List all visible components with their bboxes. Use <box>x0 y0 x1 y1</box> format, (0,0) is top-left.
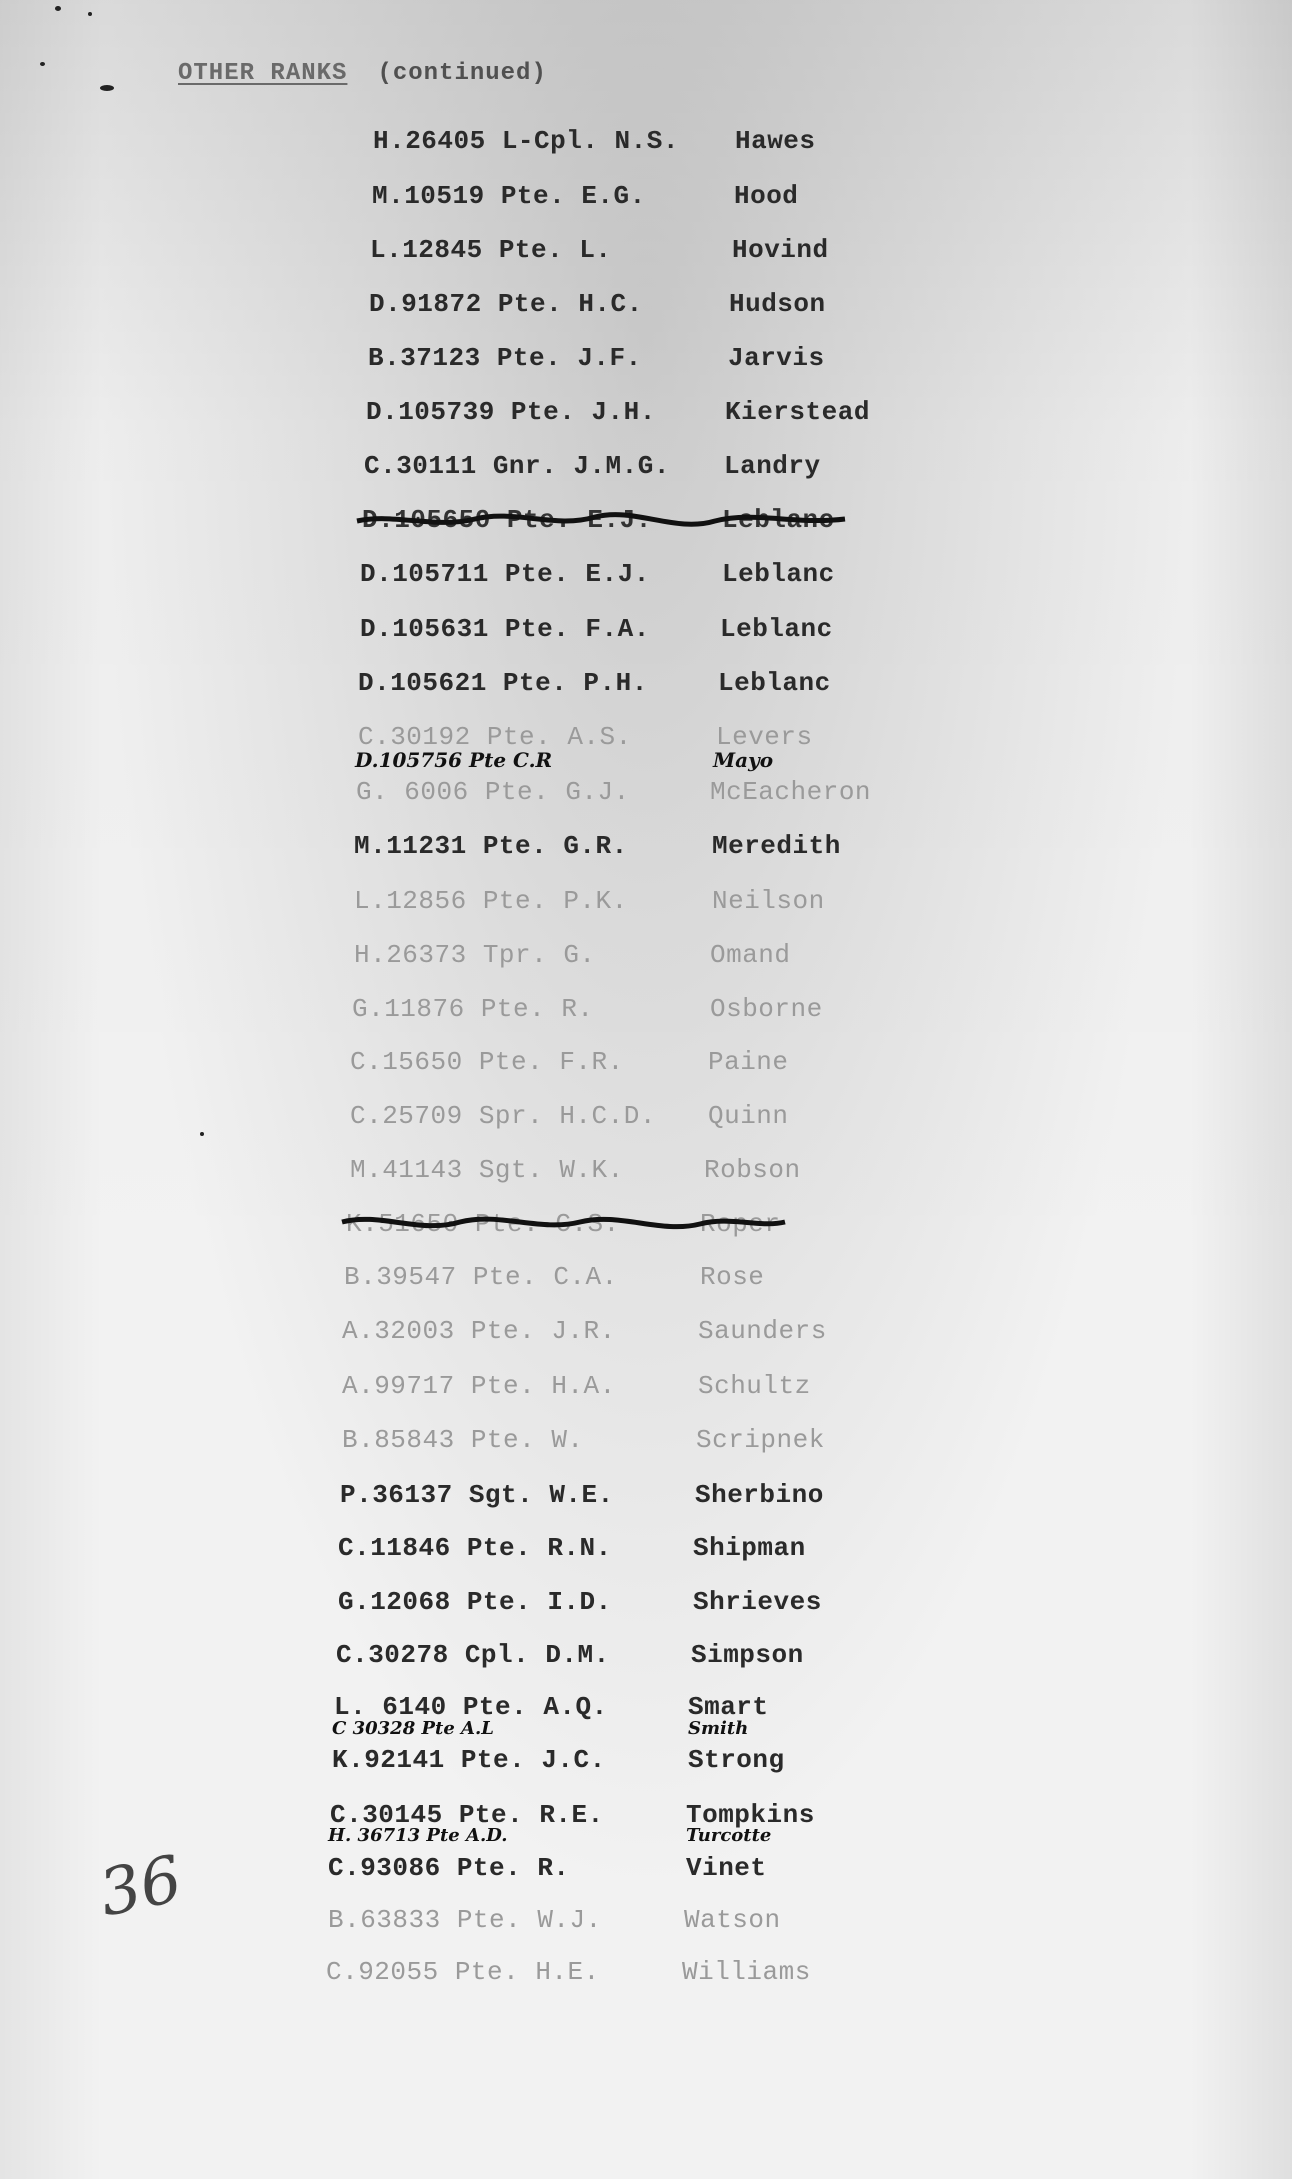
entry-number: L. 6140 Pte. A.Q. <box>334 1692 608 1722</box>
entry-number: C.25709 Spr. H.C.D. <box>350 1101 656 1131</box>
roster-row <box>354 940 791 970</box>
margin-annotation: 36 <box>93 1842 189 1932</box>
entry-name: Hudson <box>729 289 826 319</box>
entry-number: H.26373 Tpr. G. <box>354 940 596 970</box>
entry-number: G. 6006 Pte. G.J. <box>356 777 630 807</box>
entry-name: Shrieves <box>693 1587 822 1617</box>
entry-number: B.39547 Pte. C.A. <box>344 1262 618 1292</box>
entry-number: C.30278 Cpl. D.M. <box>336 1640 610 1670</box>
entry-name: Mayo <box>713 748 774 772</box>
entry-number: A.32003 Pte. J.R. <box>342 1316 616 1346</box>
roster-row <box>332 1745 785 1775</box>
entry-name: Strong <box>688 1745 785 1775</box>
roster-row <box>364 451 821 481</box>
entry-number: D.105739 Pte. J.H. <box>366 397 656 427</box>
roster-row <box>342 1371 811 1401</box>
roster-row <box>344 1262 765 1292</box>
entry-name: Tompkins <box>686 1800 815 1830</box>
roster-row <box>338 1587 822 1617</box>
handwritten-entry <box>328 1825 772 1846</box>
entry-number: B.37123 Pte. J.F. <box>368 343 642 373</box>
entry-number: C.93086 Pte. R. <box>328 1853 570 1883</box>
roster-row <box>328 1853 767 1883</box>
entry-number: A.99717 Pte. H.A. <box>342 1371 616 1401</box>
handwritten-entry <box>332 1718 749 1739</box>
roster-row <box>369 289 826 319</box>
roster-row <box>336 1640 804 1670</box>
entry-name: Sherbino <box>695 1480 824 1510</box>
section-title: OTHER RANKS <box>178 60 348 87</box>
entry-name: Landry <box>724 451 821 481</box>
roster-row <box>342 1425 825 1455</box>
entry-name: Hood <box>734 181 799 211</box>
entry-number: D.105621 Pte. P.H. <box>358 668 648 698</box>
entry-number: D.105711 Pte. E.J. <box>360 559 650 589</box>
entry-name: Watson <box>684 1905 781 1935</box>
entry-number: C.11846 Pte. R.N. <box>338 1533 612 1563</box>
roster-row <box>360 614 833 644</box>
roster-row <box>350 1101 789 1131</box>
section-subtitle: (continued) <box>377 60 547 87</box>
roster-row <box>350 1155 801 1185</box>
entry-name: Kierstead <box>725 397 870 427</box>
roster-row <box>360 559 835 589</box>
entry-number: C.92055 Pte. H.E. <box>326 1957 600 1987</box>
entry-number: L.12845 Pte. L. <box>370 235 612 265</box>
strikethrough-scribble <box>340 1206 790 1246</box>
entry-number: B.85843 Pte. W. <box>342 1425 584 1455</box>
entry-number: M.41143 Sgt. W.K. <box>350 1155 624 1185</box>
entry-number: K.92141 Pte. J.C. <box>332 1745 606 1775</box>
roster-row <box>326 1957 811 1987</box>
entry-name: Shipman <box>693 1533 806 1563</box>
entry-number: P.36137 Sgt. W.E. <box>340 1480 614 1510</box>
entry-number: K.51650 Pte. C.S. <box>346 1209 620 1239</box>
entry-number: D.91872 Pte. H.C. <box>369 289 643 319</box>
entry-number: M.11231 Pte. G.R. <box>354 831 628 861</box>
entry-name: Rose <box>700 1262 765 1292</box>
entry-number: L.12856 Pte. P.K. <box>354 886 628 916</box>
entry-name: Simpson <box>691 1640 804 1670</box>
entry-number: C.30145 Pte. R.E. <box>330 1800 604 1830</box>
entry-number: C 30328 Pte A.L <box>332 1718 494 1739</box>
handwritten-entry <box>355 748 774 772</box>
entry-name: Jarvis <box>728 343 825 373</box>
entry-name: Roper <box>700 1209 781 1239</box>
strikethrough-scribble <box>355 503 855 543</box>
entry-name: Turcotte <box>686 1825 772 1846</box>
entry-name: Leblanc <box>720 614 833 644</box>
entry-name: Meredith <box>712 831 841 861</box>
entry-name: Scripnek <box>696 1425 825 1455</box>
entry-number: C.30192 Pte. A.S. <box>358 722 632 752</box>
roster-row <box>338 1533 806 1563</box>
roster-row <box>350 1047 789 1077</box>
entry-name: Williams <box>682 1957 811 1987</box>
entry-number: G.11876 Pte. R. <box>352 994 594 1024</box>
entry-number: G.12068 Pte. I.D. <box>338 1587 612 1617</box>
entry-number: D.105631 Pte. F.A. <box>360 614 650 644</box>
entry-name: Hawes <box>735 126 816 156</box>
section-header <box>178 60 547 87</box>
roster-row <box>352 994 823 1024</box>
roster-row <box>354 886 825 916</box>
entry-name: Smart <box>688 1692 769 1722</box>
roster-row <box>356 777 872 807</box>
entry-name: Smith <box>688 1718 749 1739</box>
entry-number: C.15650 Pte. F.R. <box>350 1047 624 1077</box>
entry-name: Paine <box>708 1047 789 1077</box>
entry-name: Osborne <box>710 994 823 1024</box>
entry-number: H. 36713 Pte A.D. <box>328 1825 508 1846</box>
entry-name: Neilson <box>712 886 825 916</box>
entry-name: McEacheron <box>710 777 872 807</box>
roster-row <box>373 126 816 156</box>
entry-name: Hovind <box>732 235 829 265</box>
roster-row <box>366 397 870 427</box>
entry-name: Leblanc <box>722 559 835 589</box>
roster-row <box>354 831 841 861</box>
entry-name: Vinet <box>686 1853 767 1883</box>
entry-name: Quinn <box>708 1101 789 1131</box>
entry-name: Leblanc <box>718 668 831 698</box>
entry-name: Levers <box>716 722 813 752</box>
entry-number: H.26405 L-Cpl. N.S. <box>373 126 679 156</box>
roster-row <box>342 1316 827 1346</box>
entry-number: C.30111 Gnr. J.M.G. <box>364 451 670 481</box>
entry-number: B.63833 Pte. W.J. <box>328 1905 602 1935</box>
roster-row <box>370 235 829 265</box>
entry-name: Omand <box>710 940 791 970</box>
entry-name: Saunders <box>698 1316 827 1346</box>
entry-name: Leblanc <box>722 505 835 535</box>
roster-row <box>340 1480 824 1510</box>
entry-number: D.105756 Pte C.R <box>355 748 553 772</box>
roster-row <box>368 343 825 373</box>
roster-row <box>328 1905 781 1935</box>
entry-number: D.105650 Pte. E.J. <box>362 505 652 535</box>
entry-number: M.10519 Pte. E.G. <box>372 181 646 211</box>
roster-row <box>358 668 831 698</box>
entry-name: Schultz <box>698 1371 811 1401</box>
entry-name: Robson <box>704 1155 801 1185</box>
roster-row <box>372 181 799 211</box>
